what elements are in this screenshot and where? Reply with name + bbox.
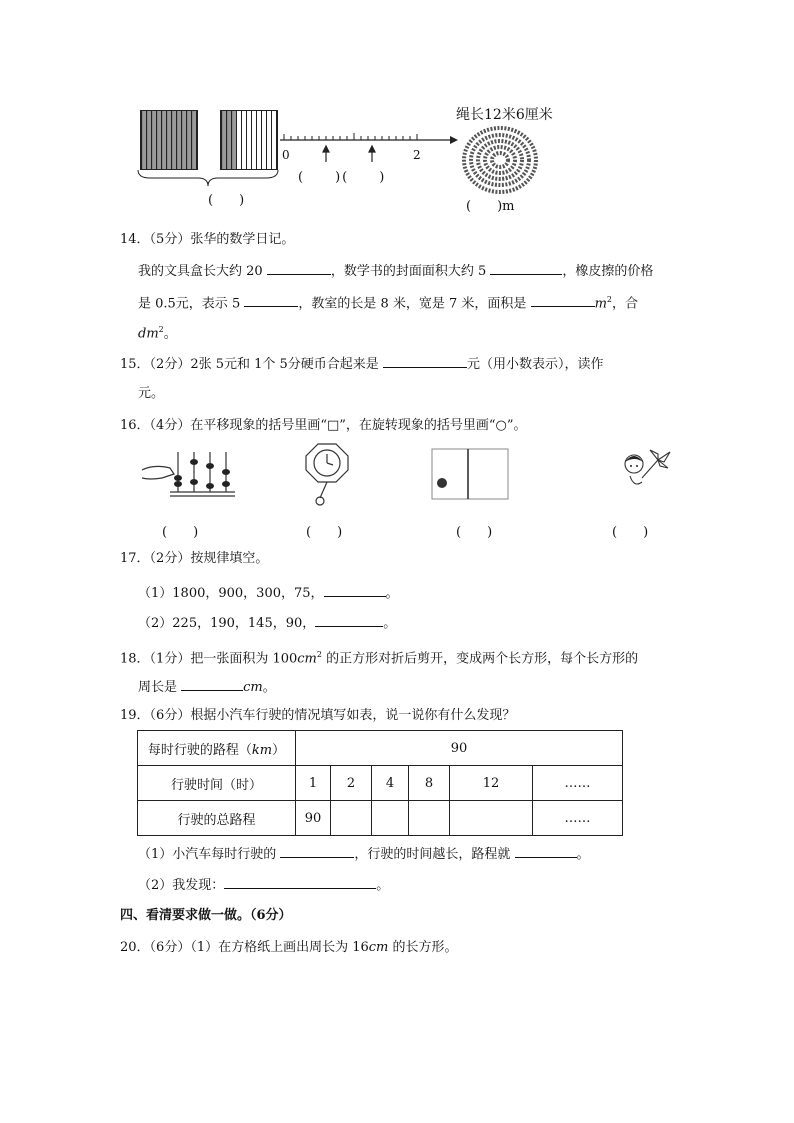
shaded-square-2 [220,110,278,170]
q14-line1: 我的文具盒长大约 20 ，数学书的封面面积大约 5 ，橡皮擦的价格 [138,260,653,282]
answer-blank[interactable] [244,292,298,307]
table-cell: 12 [450,766,533,801]
table-header-cell: 行驶的总路程 [138,801,296,836]
arrow-up-icon [323,146,375,162]
q19-title: 19．（6分）根据小汽车行驶的情况填写如表，说一说你有什么发现？ [120,708,516,723]
abacus-icon [140,442,240,504]
table-header-cell: 行驶时间（时） [138,766,296,801]
q16-answer-3[interactable]: ( ) [456,525,493,540]
answer-blank[interactable] [267,260,331,275]
ruler-answer: ( )( ) [298,170,387,185]
q17-line2: （2）225，190，145，90， 。 [138,612,396,634]
table-header-cell: 每时行驶的路程（km） [138,731,296,766]
q19-sub2: （2）我发现： 。 [138,874,389,896]
table-input-cell[interactable] [331,801,372,836]
rope-caption: 绳长12米6厘米 [456,107,553,123]
ruler-label-zero: 0 [282,148,290,162]
answer-blank[interactable] [280,843,354,858]
q19-sub1: （1）小汽车每时行驶的 ，行驶的时间越长，路程就 。 [138,843,590,865]
q15-line1: 15．（2分）2张 5元和 1个 5分硬币合起来是 元（用小数表示），读作 [120,353,603,375]
q15-line2: 元。 [138,386,165,401]
table-cell: 8 [409,766,450,801]
pendulum-clock-icon [300,440,360,510]
answer-blank[interactable] [181,676,243,691]
q16-title: 16．（4分）在平移现象的括号里画“□”，在旋转现象的括号里画“○”。 [120,418,527,433]
answer-blank[interactable] [515,843,577,858]
q16-answer-2[interactable]: ( ) [306,525,343,540]
answer-blank[interactable] [224,874,376,889]
q17-line1: （1）1800，900，300，75， 。 [138,582,399,604]
table-row [138,731,623,766]
table-cell: 4 [372,766,409,801]
section-heading: 四、看清要求做一做。（6分） [120,908,292,923]
q14-line2: 是 0.5元，表示 5 ，教室的长是 8 米，宽是 7 米，面积是 $m^2$，合 [138,290,638,314]
sliding-window-icon [428,445,518,505]
pinwheel-kid-icon [620,444,684,502]
q16-answer-1[interactable]: ( ) [162,525,199,540]
answer-blank[interactable] [324,582,386,597]
table-input-cell[interactable] [450,801,533,836]
bracket-answer: ( ) [208,193,245,208]
ruler-label-two: 2 [413,148,421,162]
table-cell: 90 [296,731,623,766]
answer-blank[interactable] [531,292,595,307]
table-input-cell[interactable] [409,801,450,836]
q14-line3: $dm^2$。 [138,325,177,342]
answer-blank[interactable] [490,260,562,275]
number-line [276,126,460,166]
curly-brace [136,168,281,188]
speed-table [137,730,623,836]
answer-blank[interactable] [315,612,383,627]
table-cell: 90 [296,801,331,836]
table-row [138,801,623,836]
table-cell: …… [533,801,623,836]
table-cell: 2 [331,766,372,801]
table-row [138,766,623,801]
q18-line2: 周长是 cm。 [138,676,276,698]
table-input-cell[interactable] [372,801,409,836]
table-cell: 1 [296,766,331,801]
rope-answer: ( )m [466,199,515,214]
q16-answer-4[interactable]: ( ) [612,525,649,540]
q14-title: 14．（5分）张华的数学日记。 [120,232,295,247]
q18-line1: 18．（1分）把一张面积为 $100cm^2$ 的正方形对折后剪开，变成两个长方形，每个长方形的 [120,650,639,667]
answer-blank[interactable] [383,353,467,368]
table-cell: …… [533,766,623,801]
shaded-square-1 [140,110,198,170]
q20-line1: 20．（6分）（1）在方格纸上画出周长为 16cm 的长方形。 [120,940,458,955]
q17-title: 17．（2分）按规律填空。 [120,551,269,566]
rope-coil-icon [460,124,540,196]
